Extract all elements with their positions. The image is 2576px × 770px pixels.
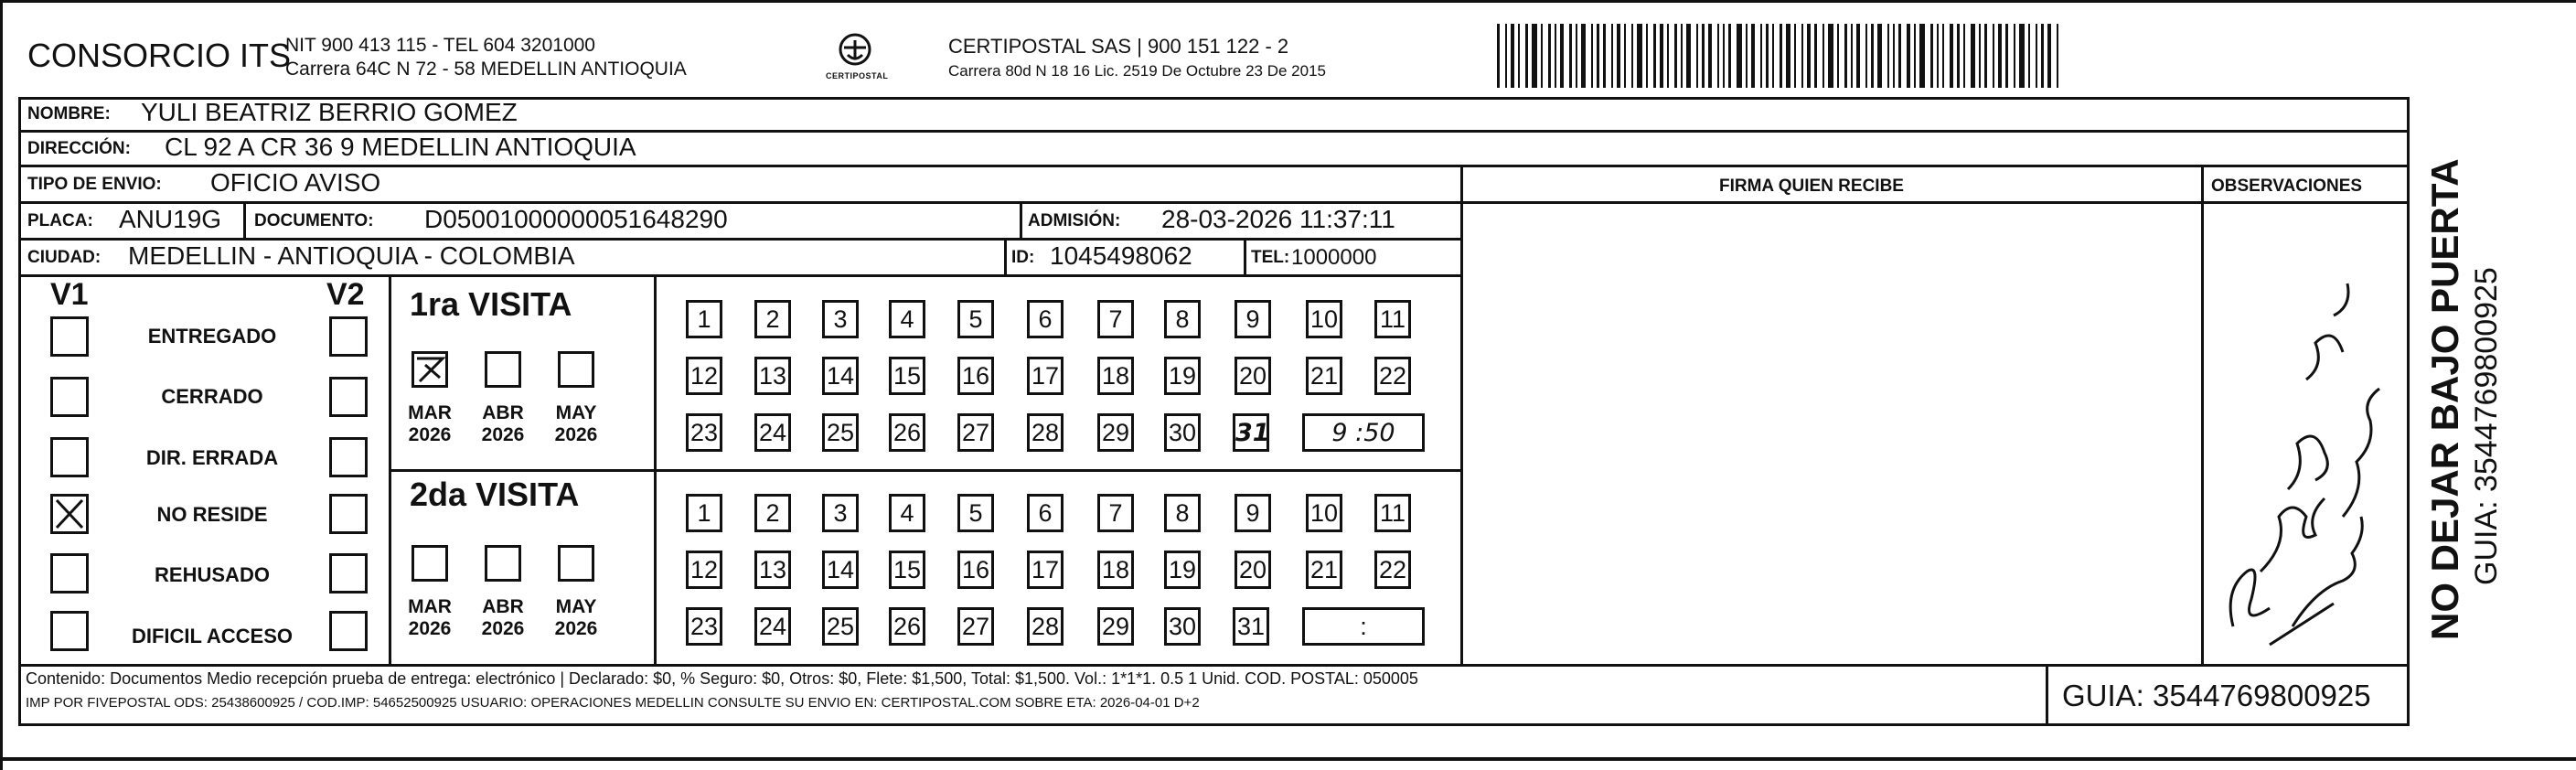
barcode-bar bbox=[1772, 24, 1774, 88]
left-rule bbox=[0, 0, 3, 770]
second-day-22[interactable]: 22 bbox=[1374, 551, 1411, 589]
v2-label: V2 bbox=[326, 277, 365, 312]
first-day-6[interactable]: 6 bbox=[1027, 300, 1064, 338]
barcode-bar bbox=[1993, 24, 1994, 88]
second-day-14[interactable]: 14 bbox=[822, 551, 859, 589]
second-day-4[interactable]: 4 bbox=[889, 494, 925, 532]
barcode-bar bbox=[2057, 24, 2058, 88]
reason-rehusado: REHUSADO bbox=[155, 563, 270, 586]
barcode-bar bbox=[2014, 24, 2015, 88]
barcode-bar bbox=[1851, 24, 1853, 88]
second-day-7[interactable]: 7 bbox=[1097, 494, 1134, 532]
second-day-31[interactable]: 31 bbox=[1233, 607, 1269, 646]
barcode-bar bbox=[1591, 24, 1593, 88]
no-dejar-notice: NO DEJAR BAJO PUERTA bbox=[2423, 158, 2466, 640]
barcode-bar bbox=[1702, 24, 1705, 88]
barcode-bar bbox=[1844, 24, 1847, 88]
x-mark-icon bbox=[53, 497, 86, 531]
first-day-28[interactable]: 28 bbox=[1027, 413, 1064, 452]
second-day-28[interactable]: 28 bbox=[1027, 607, 1064, 646]
second-day-25[interactable]: 25 bbox=[822, 607, 859, 646]
second-day-21[interactable]: 21 bbox=[1306, 551, 1342, 589]
documento-label: DOCUMENTO: bbox=[254, 211, 374, 230]
second-day-9[interactable]: 9 bbox=[1235, 494, 1271, 532]
second-day-3[interactable]: 3 bbox=[822, 494, 859, 532]
second-day-17[interactable]: 17 bbox=[1027, 551, 1064, 589]
v2-entregado-checkbox[interactable] bbox=[329, 316, 368, 357]
first-day-18[interactable]: 18 bbox=[1097, 357, 1134, 395]
second-day-10[interactable]: 10 bbox=[1306, 494, 1342, 532]
ciudad-value: MEDELLIN - ANTIOQUIA - COLOMBIA bbox=[128, 241, 575, 270]
barcode-bar bbox=[1660, 24, 1663, 88]
barcode-bar bbox=[1963, 24, 1965, 88]
barcode-bar bbox=[1893, 24, 1895, 88]
second-month-abr-box[interactable] bbox=[485, 545, 521, 582]
second-day-23[interactable]: 23 bbox=[686, 607, 722, 646]
barcode-bar bbox=[1822, 24, 1824, 88]
first-month-abr-label: ABR 2026 bbox=[481, 402, 525, 445]
barcode-bar bbox=[1532, 24, 1537, 88]
first-day-7[interactable]: 7 bbox=[1097, 300, 1134, 338]
first-day-31[interactable]: 31 bbox=[1233, 413, 1269, 452]
barcode-bar bbox=[1786, 24, 1790, 88]
barcode-bar bbox=[1950, 24, 1953, 88]
nombre-label: NOMBRE: bbox=[27, 104, 111, 123]
bottom-rule bbox=[0, 757, 2576, 761]
second-day-6[interactable]: 6 bbox=[1027, 494, 1064, 532]
reason-entregado: ENTREGADO bbox=[147, 325, 277, 348]
barcode-bar bbox=[1624, 24, 1626, 88]
first-day-8[interactable]: 8 bbox=[1164, 300, 1201, 338]
reason-dificil-acceso: DIFICIL ACCESO bbox=[131, 625, 293, 647]
reason-no-reside: NO RESIDE bbox=[156, 503, 268, 526]
barcode-bar bbox=[1518, 24, 1520, 88]
barcode-bar bbox=[1653, 24, 1656, 88]
first-day-3[interactable]: 3 bbox=[822, 300, 859, 338]
check-mark-icon bbox=[414, 354, 445, 385]
barcode-bar bbox=[1637, 24, 1642, 88]
second-day-5[interactable]: 5 bbox=[957, 494, 994, 532]
barcode-bar bbox=[1971, 24, 1975, 88]
tel-label: TEL: bbox=[1251, 248, 1290, 267]
first-day-22[interactable]: 22 bbox=[1374, 357, 1411, 395]
tel-value: 1000000 bbox=[1291, 245, 1377, 270]
v1-no-reside-checkbox[interactable] bbox=[50, 494, 89, 534]
first-day-15[interactable]: 15 bbox=[889, 357, 925, 395]
top-rule bbox=[0, 0, 2576, 3]
observaciones-header: OBSERVACIONES bbox=[2211, 176, 2363, 196]
barcode-bar bbox=[2047, 24, 2051, 88]
barcode-bar bbox=[2005, 24, 2008, 88]
v2-cerrado-checkbox[interactable] bbox=[329, 377, 368, 417]
first-day-16[interactable]: 16 bbox=[957, 357, 994, 395]
second-month-abr-label: ABR 2026 bbox=[481, 596, 525, 639]
v1-label: V1 bbox=[50, 277, 89, 312]
second-day-2[interactable]: 2 bbox=[754, 494, 791, 532]
first-day-26[interactable]: 26 bbox=[889, 413, 925, 452]
barcode-bar bbox=[1794, 24, 1796, 88]
barcode-bar bbox=[1603, 24, 1606, 88]
first-day-12[interactable]: 12 bbox=[686, 357, 722, 395]
barcode-bar bbox=[1723, 24, 1725, 88]
second-visit-title: 2da VISITA bbox=[410, 476, 580, 513]
v1-entregado-checkbox[interactable] bbox=[50, 316, 89, 357]
direccion-label: DIRECCIÓN: bbox=[27, 139, 131, 158]
barcode-bar bbox=[2041, 24, 2044, 88]
second-day-12[interactable]: 12 bbox=[686, 551, 722, 589]
barcode-bar bbox=[1560, 24, 1564, 88]
second-day-30[interactable]: 30 bbox=[1164, 607, 1201, 646]
first-day-21[interactable]: 21 bbox=[1306, 357, 1342, 395]
first-day-24[interactable]: 24 bbox=[754, 413, 791, 452]
placa-label: PLACA: bbox=[27, 211, 93, 230]
first-day-23[interactable]: 23 bbox=[686, 413, 722, 452]
barcode-bar bbox=[1766, 24, 1769, 88]
second-day-27[interactable]: 27 bbox=[957, 607, 994, 646]
id-value: 1045498062 bbox=[1050, 241, 1192, 270]
barcode-bar bbox=[1979, 24, 1981, 88]
first-day-17[interactable]: 17 bbox=[1027, 357, 1064, 395]
barcode-bar bbox=[1646, 24, 1648, 88]
barcode-bar bbox=[1555, 24, 1556, 88]
footer-guia: GUIA: 3544769800925 bbox=[2062, 679, 2371, 712]
barcode-bar bbox=[1930, 24, 1933, 88]
barcode-bar bbox=[1617, 24, 1620, 88]
logo-text: CERTIPOSTAL bbox=[826, 71, 889, 80]
barcode-bar bbox=[1581, 24, 1586, 88]
carrier-name: CERTIPOSTAL SAS | 900 151 122 - 2 bbox=[948, 35, 1289, 58]
barcode bbox=[1497, 24, 2229, 88]
second-day-11[interactable]: 11 bbox=[1374, 494, 1411, 532]
carrier-address: Carrera 80d N 18 16 Lic. 2519 De Octubre 23 De 2015 bbox=[948, 62, 1326, 80]
second-month-may-box[interactable] bbox=[558, 545, 594, 582]
barcode-bar bbox=[1780, 24, 1782, 88]
company-name: CONSORCIO ITS bbox=[27, 37, 292, 74]
first-day-9[interactable]: 9 bbox=[1235, 300, 1271, 338]
barcode-bar bbox=[1597, 24, 1599, 88]
first-day-25[interactable]: 25 bbox=[822, 413, 859, 452]
barcode-bar bbox=[1877, 24, 1882, 88]
barcode-bar bbox=[1569, 24, 1572, 88]
placa-value: ANU19G bbox=[119, 205, 222, 233]
first-day-29[interactable]: 29 bbox=[1097, 413, 1134, 452]
barcode-bar bbox=[1708, 24, 1712, 88]
v1-dificil-acceso-checkbox[interactable] bbox=[50, 611, 89, 651]
direccion-value: CL 92 A CR 36 9 MEDELLIN ANTIOQUIA bbox=[165, 133, 636, 161]
first-day-27[interactable]: 27 bbox=[957, 413, 994, 452]
first-day-30[interactable]: 30 bbox=[1164, 413, 1201, 452]
second-day-24[interactable]: 24 bbox=[754, 607, 791, 646]
second-day-16[interactable]: 16 bbox=[957, 551, 994, 589]
barcode-bar bbox=[1814, 24, 1817, 88]
barcode-bar bbox=[1631, 24, 1633, 88]
barcode-bar bbox=[1998, 24, 2002, 88]
second-day-1[interactable]: 1 bbox=[686, 494, 722, 532]
company-address: Carrera 64C N 72 - 58 MEDELLIN ANTIOQUIA bbox=[285, 59, 687, 80]
barcode-bar bbox=[1801, 24, 1803, 88]
nombre-value: YULI BEATRIZ BERRIO GOMEZ bbox=[141, 98, 518, 126]
barcode-bar bbox=[1887, 24, 1889, 88]
first-month-mar-box[interactable] bbox=[412, 351, 448, 388]
first-day-4[interactable]: 4 bbox=[889, 300, 925, 338]
barcode-bar bbox=[2036, 24, 2037, 88]
barcode-bar bbox=[1728, 24, 1731, 88]
barcode-bar bbox=[1828, 24, 1833, 88]
barcode-bar bbox=[1611, 24, 1613, 88]
first-day-5[interactable]: 5 bbox=[957, 300, 994, 338]
company-nit: NIT 900 413 115 - TEL 604 3201000 bbox=[285, 35, 595, 56]
second-day-26[interactable]: 26 bbox=[889, 607, 925, 646]
barcode-bar bbox=[1856, 24, 1860, 88]
id-label: ID: bbox=[1011, 248, 1035, 267]
ciudad-label: CIUDAD: bbox=[27, 248, 102, 267]
certipostal-logo bbox=[826, 31, 889, 86]
second-day-29[interactable]: 29 bbox=[1097, 607, 1134, 646]
first-day-10[interactable]: 10 bbox=[1306, 300, 1342, 338]
barcode-bar bbox=[1505, 24, 1507, 88]
barcode-bar bbox=[1907, 24, 1910, 88]
barcode-bar bbox=[1942, 24, 1944, 88]
second-day-13[interactable]: 13 bbox=[754, 551, 791, 589]
barcode-bar bbox=[1919, 24, 1925, 88]
barcode-bar bbox=[1898, 24, 1901, 88]
first-month-mar-label: MAR 2026 bbox=[408, 402, 452, 445]
first-month-abr-box[interactable] bbox=[485, 351, 521, 388]
second-time-box[interactable]: : bbox=[1302, 607, 1425, 646]
first-day-14[interactable]: 14 bbox=[822, 357, 859, 395]
v2-dir-errada-checkbox[interactable] bbox=[329, 437, 368, 477]
barcode-bar bbox=[1525, 24, 1528, 88]
barcode-bar bbox=[1667, 24, 1669, 88]
second-day-15[interactable]: 15 bbox=[889, 551, 925, 589]
barcode-bar bbox=[1674, 24, 1677, 88]
barcode-bar bbox=[1511, 24, 1514, 88]
firma-header: FIRMA QUIEN RECIBE bbox=[1719, 176, 1904, 196]
first-visit-title: 1ra VISITA bbox=[410, 285, 572, 323]
second-month-mar-label: MAR 2026 bbox=[408, 596, 452, 639]
first-day-2[interactable]: 2 bbox=[754, 300, 791, 338]
second-day-8[interactable]: 8 bbox=[1164, 494, 1201, 532]
documento-value: D05001000000051648290 bbox=[424, 205, 728, 233]
admision-value: 28-03-2026 11:37:11 bbox=[1161, 205, 1395, 233]
first-day-1[interactable]: 1 bbox=[686, 300, 722, 338]
barcode-bar bbox=[1865, 24, 1867, 88]
second-day-18[interactable]: 18 bbox=[1097, 551, 1134, 589]
barcode-bar bbox=[1497, 24, 1500, 88]
v2-dificil-acceso-checkbox[interactable] bbox=[329, 611, 368, 651]
reason-dir-errada: DIR. ERRADA bbox=[145, 446, 279, 469]
first-day-20[interactable]: 20 bbox=[1235, 357, 1271, 395]
admision-label: ADMISIÓN: bbox=[1028, 211, 1121, 230]
handwritten-observation-icon bbox=[2206, 242, 2407, 663]
barcode-bar bbox=[1871, 24, 1874, 88]
v1-cerrado-checkbox[interactable] bbox=[50, 377, 89, 417]
first-month-may-label: MAY 2026 bbox=[554, 402, 598, 445]
barcode-bar bbox=[1937, 24, 1939, 88]
tipo-envio-label: TIPO DE ENVIO: bbox=[27, 175, 162, 194]
barcode-bar bbox=[1751, 24, 1755, 88]
barcode-bar bbox=[1576, 24, 1577, 88]
barcode-bar bbox=[1541, 24, 1543, 88]
second-day-20[interactable]: 20 bbox=[1235, 551, 1271, 589]
barcode-bar bbox=[1914, 24, 1916, 88]
v2-no-reside-checkbox[interactable] bbox=[329, 494, 368, 534]
barcode-bar bbox=[2028, 24, 2030, 88]
barcode-bar bbox=[1984, 24, 1987, 88]
footer-content-line: Contenido: Documentos Medio recepción prueba de entrega: electrónico | Declarado: $0, % Seguro: $0, Otros: $0, Flete: $1,500, Total: $1,500. Vol.: 1*1*1. 0.5 1 Unid. COD. POSTAL: 050005 bbox=[26, 669, 1418, 688]
first-day-19[interactable]: 19 bbox=[1164, 357, 1201, 395]
footer-imp-line: IMP POR FIVEPOSTAL ODS: 25438600925 / COD.IMP: 54652500925 USUARIO: OPERACIONES MEDELLIN CONSULTE SU ENVIO EN: CERTIPOSTAL.COM SOBRE ETA: 2026-04-01 D+2 bbox=[26, 695, 1200, 711]
barcode-bar bbox=[1957, 24, 1960, 88]
signature-area[interactable] bbox=[1472, 280, 2195, 658]
barcode-bar bbox=[1737, 24, 1742, 88]
barcode-bar bbox=[1686, 24, 1691, 88]
barcode-bar bbox=[1837, 24, 1839, 88]
first-day-11[interactable]: 11 bbox=[1374, 300, 1411, 338]
first-time-box[interactable]: 9 :50 bbox=[1302, 413, 1425, 452]
first-day-13[interactable]: 13 bbox=[754, 357, 791, 395]
tipo-envio-value: OFICIO AVISO bbox=[210, 168, 381, 197]
barcode-bar bbox=[1807, 24, 1811, 88]
guia-vertical: GUIA: 3544769800925 bbox=[2469, 267, 2504, 585]
second-month-mar-box[interactable] bbox=[412, 545, 448, 582]
v2-rehusado-checkbox[interactable] bbox=[329, 553, 368, 594]
v1-rehusado-checkbox[interactable] bbox=[50, 553, 89, 594]
barcode-bar bbox=[1760, 24, 1762, 88]
reason-cerrado: CERRADO bbox=[161, 385, 263, 408]
barcode-bar bbox=[1548, 24, 1551, 88]
second-day-19[interactable]: 19 bbox=[1164, 551, 1201, 589]
barcode-bar bbox=[2019, 24, 2025, 88]
barcode-bar bbox=[1746, 24, 1748, 88]
barcode-bar bbox=[1681, 24, 1683, 88]
v1-dir-errada-checkbox[interactable] bbox=[50, 437, 89, 477]
second-month-may-label: MAY 2026 bbox=[554, 596, 598, 639]
first-month-may-box[interactable] bbox=[558, 351, 594, 388]
barcode-bar bbox=[1696, 24, 1698, 88]
barcode-bar bbox=[1717, 24, 1719, 88]
